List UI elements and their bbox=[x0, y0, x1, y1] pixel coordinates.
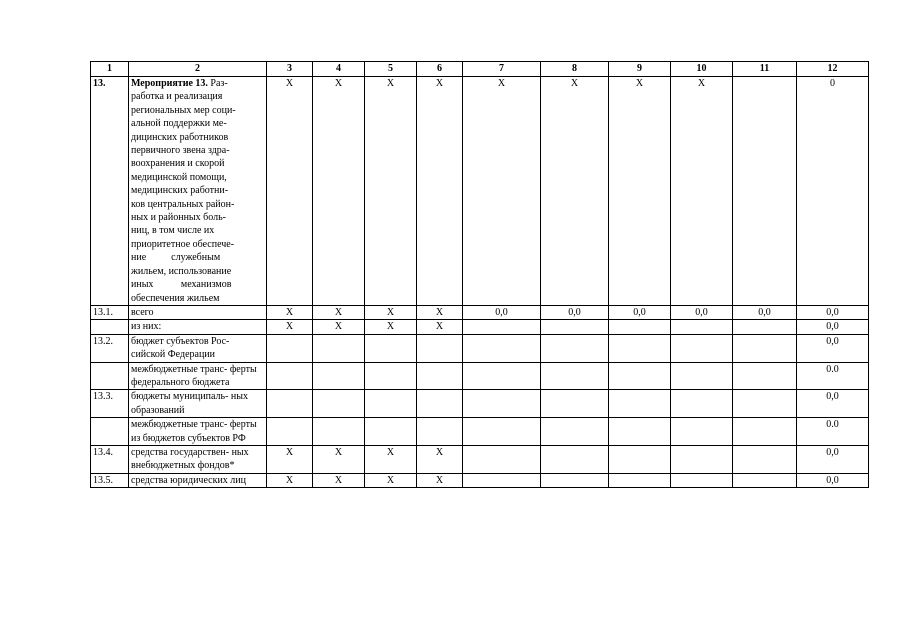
cell bbox=[671, 418, 733, 446]
col-header: 5 bbox=[365, 62, 417, 77]
cell bbox=[541, 362, 609, 390]
cell bbox=[609, 445, 671, 473]
cell bbox=[365, 390, 417, 418]
cell: 0,0 bbox=[797, 334, 869, 362]
cell bbox=[671, 390, 733, 418]
cell bbox=[609, 334, 671, 362]
cell: X bbox=[365, 305, 417, 319]
cell: 0,0 bbox=[797, 473, 869, 487]
cell bbox=[267, 334, 313, 362]
event-title-line: ниц, в том числе их bbox=[131, 225, 215, 237]
row-label: всего bbox=[129, 305, 267, 319]
cell: 0,0 bbox=[609, 305, 671, 319]
cell bbox=[463, 445, 541, 473]
row-number: 13.2. bbox=[91, 334, 129, 362]
event-title-line: дицинских работников bbox=[131, 131, 229, 143]
row-label: бюджет субъектов Рос- сийской Федерации bbox=[129, 334, 267, 362]
cell: 0,0 bbox=[797, 390, 869, 418]
col-header: 8 bbox=[541, 62, 609, 77]
cell bbox=[733, 334, 797, 362]
cell: X bbox=[417, 77, 463, 306]
table-row bbox=[91, 362, 869, 390]
cell bbox=[609, 362, 671, 390]
cell bbox=[733, 418, 797, 446]
event-title-line: жильем, использование bbox=[131, 265, 232, 277]
cell: X bbox=[417, 305, 463, 319]
cell: X bbox=[267, 305, 313, 319]
table-row bbox=[91, 418, 869, 446]
cell bbox=[671, 473, 733, 487]
cell bbox=[417, 418, 463, 446]
row-label: бюджеты муниципаль- ных образований bbox=[129, 390, 267, 418]
cell: X bbox=[313, 77, 365, 306]
cell: X bbox=[267, 445, 313, 473]
event-number: 13. bbox=[91, 77, 129, 306]
cell: 0,0 bbox=[797, 320, 869, 334]
event-title-line: первичного звена здра- bbox=[131, 145, 230, 157]
row-number bbox=[91, 418, 129, 446]
cell bbox=[609, 390, 671, 418]
event-title-bold: Мероприятие 13. bbox=[131, 78, 208, 89]
cell: 0,0 bbox=[671, 305, 733, 319]
col-header: 2 bbox=[129, 62, 267, 77]
event-title-line: ков центральных район- bbox=[131, 198, 235, 210]
row-number: 13.5. bbox=[91, 473, 129, 487]
cell: X bbox=[313, 445, 365, 473]
row-label: межбюджетные транс- ферты федерального бюджета bbox=[129, 362, 267, 390]
cell: 0,0 bbox=[797, 305, 869, 319]
cell bbox=[267, 362, 313, 390]
table-row bbox=[91, 445, 869, 473]
cell bbox=[365, 362, 417, 390]
cell bbox=[417, 334, 463, 362]
cell bbox=[267, 418, 313, 446]
cell bbox=[463, 473, 541, 487]
event-title-line: альной поддержки ме- bbox=[131, 118, 227, 130]
row-number bbox=[91, 362, 129, 390]
cell: X bbox=[609, 77, 671, 306]
cell bbox=[417, 390, 463, 418]
table-row bbox=[91, 305, 869, 319]
cell bbox=[541, 334, 609, 362]
cell bbox=[541, 473, 609, 487]
cell bbox=[313, 362, 365, 390]
row-number: 13.1. bbox=[91, 305, 129, 319]
cell: 0 bbox=[797, 77, 869, 306]
header-row bbox=[91, 62, 869, 77]
table-row bbox=[91, 320, 869, 334]
cell: X bbox=[417, 445, 463, 473]
row-label: средства государствен- ных внебюджетных фондов* bbox=[129, 445, 267, 473]
cell bbox=[267, 390, 313, 418]
cell: 0.0 bbox=[797, 362, 869, 390]
table-row bbox=[91, 390, 869, 418]
cell bbox=[463, 390, 541, 418]
event-title-line: обеспечения жильем bbox=[131, 292, 220, 304]
cell bbox=[541, 390, 609, 418]
event-title-line: ных и районных боль- bbox=[131, 212, 226, 224]
col-header: 11 bbox=[733, 62, 797, 77]
cell bbox=[541, 445, 609, 473]
cell bbox=[733, 445, 797, 473]
table-row bbox=[91, 334, 869, 362]
event-title-line: иных механизмов bbox=[131, 279, 232, 291]
cell bbox=[541, 418, 609, 446]
cell bbox=[463, 320, 541, 334]
cell: 0,0 bbox=[733, 305, 797, 319]
cell bbox=[463, 362, 541, 390]
col-header: 6 bbox=[417, 62, 463, 77]
cell bbox=[541, 320, 609, 334]
cell bbox=[609, 418, 671, 446]
col-header: 9 bbox=[609, 62, 671, 77]
cell: X bbox=[313, 473, 365, 487]
row-label: межбюджетные транс- ферты из бюджетов субъектов РФ bbox=[129, 418, 267, 446]
event-row bbox=[91, 77, 869, 306]
cell bbox=[671, 320, 733, 334]
cell: X bbox=[267, 473, 313, 487]
col-header: 1 bbox=[91, 62, 129, 77]
cell bbox=[733, 77, 797, 306]
row-label: из них: bbox=[129, 320, 267, 334]
cell: 0,0 bbox=[541, 305, 609, 319]
cell bbox=[733, 390, 797, 418]
event-title bbox=[129, 77, 267, 306]
cell: 0,0 bbox=[463, 305, 541, 319]
cell bbox=[313, 418, 365, 446]
cell bbox=[733, 473, 797, 487]
event-title-line: медицинских работни- bbox=[131, 185, 229, 197]
cell: X bbox=[541, 77, 609, 306]
cell: X bbox=[365, 445, 417, 473]
cell bbox=[733, 320, 797, 334]
cell: 0.0 bbox=[797, 418, 869, 446]
cell bbox=[671, 362, 733, 390]
cell: X bbox=[313, 320, 365, 334]
cell: X bbox=[365, 320, 417, 334]
cell bbox=[365, 334, 417, 362]
cell: X bbox=[417, 320, 463, 334]
cell: X bbox=[365, 473, 417, 487]
event-title-line: работка и реализация bbox=[131, 91, 223, 103]
cell: X bbox=[267, 320, 313, 334]
row-label: средства юридических лиц bbox=[129, 473, 267, 487]
cell bbox=[417, 362, 463, 390]
event-title-line: медицинской помощи, bbox=[131, 171, 227, 183]
col-header: 3 bbox=[267, 62, 313, 77]
cell bbox=[733, 362, 797, 390]
event-title-line: воохранения и скорой bbox=[131, 158, 225, 170]
event-title-line: приоритетное обеспече- bbox=[131, 238, 235, 250]
cell bbox=[313, 390, 365, 418]
col-header: 4 bbox=[313, 62, 365, 77]
row-number: 13.4. bbox=[91, 445, 129, 473]
cell: X bbox=[313, 305, 365, 319]
cell: X bbox=[417, 473, 463, 487]
cell bbox=[671, 445, 733, 473]
cell bbox=[609, 473, 671, 487]
row-number: 13.3. bbox=[91, 390, 129, 418]
col-header: 7 bbox=[463, 62, 541, 77]
event-title-line: ние служебным bbox=[131, 252, 221, 264]
event-title-lines bbox=[131, 90, 264, 305]
cell bbox=[365, 418, 417, 446]
budget-table bbox=[90, 61, 869, 488]
cell bbox=[463, 334, 541, 362]
event-title-start: Раз- bbox=[210, 78, 228, 89]
cell bbox=[313, 334, 365, 362]
cell bbox=[463, 418, 541, 446]
cell: X bbox=[671, 77, 733, 306]
cell: X bbox=[365, 77, 417, 306]
cell bbox=[671, 334, 733, 362]
cell: X bbox=[463, 77, 541, 306]
col-header: 10 bbox=[671, 62, 733, 77]
cell bbox=[609, 320, 671, 334]
cell: 0,0 bbox=[797, 445, 869, 473]
row-number bbox=[91, 320, 129, 334]
table-row bbox=[91, 473, 869, 487]
event-title-line: региональных мер соци- bbox=[131, 104, 236, 116]
cell: X bbox=[267, 77, 313, 306]
col-header: 12 bbox=[797, 62, 869, 77]
